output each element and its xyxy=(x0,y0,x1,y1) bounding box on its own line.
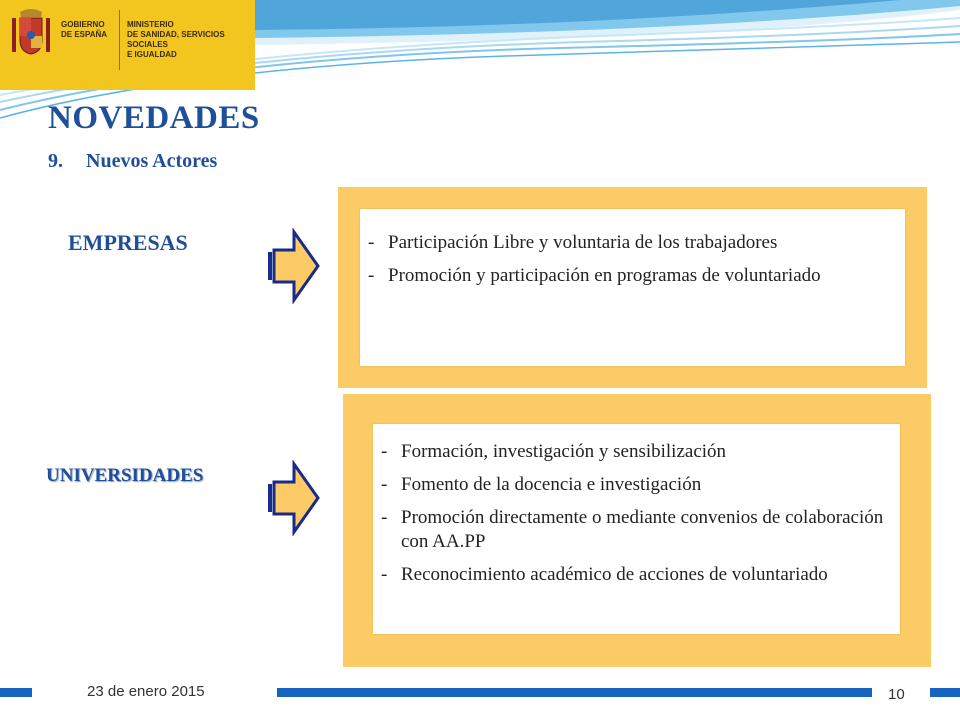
universidades-list xyxy=(373,424,900,587)
right-arrow-icon xyxy=(266,460,322,536)
list-dash: - xyxy=(368,265,375,286)
universidades-card xyxy=(373,424,900,634)
government-logo xyxy=(0,0,255,90)
list-dash: - xyxy=(381,507,388,528)
list-item-text: Promoción directamente o mediante convenios de colaboración con AA.PP xyxy=(401,507,884,552)
list-item xyxy=(360,231,875,255)
section-label-empresas: EMPRESAS xyxy=(68,230,188,255)
ministerio-line-2: DE SANIDAD, SERVICIOS SOCIALES xyxy=(127,30,225,49)
coat-of-arms-icon xyxy=(8,6,54,58)
footer-bar-left xyxy=(0,688,32,697)
page-number: 10 xyxy=(888,686,905,703)
list-item-text: Formación, investigación y sensibilización xyxy=(401,441,727,462)
right-arrow-icon xyxy=(266,228,322,304)
slide-title: NOVEDADES xyxy=(48,100,260,136)
empresas-card xyxy=(360,209,905,366)
list-dash: - xyxy=(381,564,388,585)
list-item-text: Reconocimiento académico de acciones de voluntariado xyxy=(401,564,828,585)
universidades-panel xyxy=(343,394,931,667)
ministerio-line-3: E IGUALDAD xyxy=(127,50,177,59)
footer-date: 23 de enero 2015 xyxy=(87,683,205,700)
subtitle-number: 9. xyxy=(48,150,63,172)
gobierno-text xyxy=(61,20,116,40)
list-dash: - xyxy=(381,474,388,495)
logo-divider xyxy=(119,10,120,70)
gobierno-line-1: GOBIERNO xyxy=(61,20,105,29)
list-dash: - xyxy=(368,232,375,253)
list-item xyxy=(373,473,888,497)
list-item xyxy=(373,506,888,554)
subtitle-text: Nuevos Actores xyxy=(86,150,218,172)
ministerio-line-1: MINISTERIO xyxy=(127,20,174,29)
ministerio-text xyxy=(127,20,252,60)
footer-bar-right xyxy=(930,688,960,697)
gobierno-line-2: DE ESPAÑA xyxy=(61,30,108,39)
slide-subtitle xyxy=(48,150,217,173)
list-item xyxy=(360,264,875,288)
empresas-list xyxy=(360,209,905,288)
section-label-universidades: UNIVERSIDADES xyxy=(46,465,204,486)
footer-bar-center xyxy=(277,688,872,697)
list-item xyxy=(373,563,888,587)
list-item-text: Promoción y participación en programas de voluntariado xyxy=(388,265,821,286)
list-dash: - xyxy=(381,441,388,462)
list-item-text: Fomento de la docencia e investigación xyxy=(401,474,702,495)
list-item-text: Participación Libre y voluntaria de los trabajadores xyxy=(388,232,778,253)
empresas-panel xyxy=(338,187,927,388)
list-item xyxy=(373,440,888,464)
